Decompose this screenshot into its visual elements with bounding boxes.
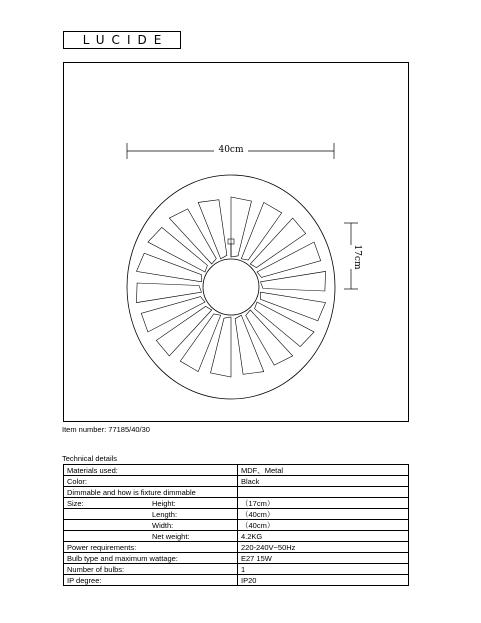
fixture-blade	[141, 297, 205, 332]
spec-label: Color:	[64, 476, 238, 487]
fixture-blade	[198, 200, 227, 259]
spec-value: E27 15W	[238, 553, 409, 564]
spec-sublabel: Length:	[152, 509, 178, 519]
technical-details-title: Technical details	[62, 454, 118, 463]
spec-value: Black	[238, 476, 409, 487]
spec-label: Number of bulbs:	[64, 564, 238, 575]
fixture-blade	[211, 317, 232, 377]
spec-value: 220-240V~50Hz	[238, 542, 409, 553]
brand-logo	[63, 31, 181, 49]
specs-table	[63, 464, 409, 586]
spec-row	[64, 542, 409, 553]
spec-value: （40cm）	[238, 520, 409, 531]
spec-row	[64, 564, 409, 575]
spec-label: IP degree:	[64, 575, 238, 586]
fixture-blade	[137, 283, 202, 303]
fixture-blade	[169, 209, 216, 264]
fixture-blade	[246, 310, 293, 365]
technical-drawing	[63, 62, 409, 422]
spec-row	[64, 520, 409, 531]
width-dimension-label: 40cm	[218, 145, 244, 155]
fixture-blade	[156, 306, 211, 356]
height-dimension-label: 17cm	[352, 244, 362, 270]
spec-sublabel: Net weight:	[152, 531, 190, 541]
spec-row	[64, 465, 409, 476]
spec-row	[64, 487, 409, 498]
spec-value: （40cm）	[238, 509, 409, 520]
spec-value: （17cm）	[238, 498, 409, 509]
spec-label: Dimmable and how is fixture dimmable	[64, 487, 238, 498]
spec-label	[64, 531, 238, 542]
brand-logo-text: LUCIDE	[82, 33, 169, 47]
fixture-blade	[137, 253, 202, 282]
spec-row	[64, 498, 409, 509]
spec-value: 1	[238, 564, 409, 575]
fixture-blade	[257, 242, 321, 277]
spec-value: IP20	[238, 575, 409, 586]
spec-label: Materials used:	[64, 465, 238, 476]
spec-label	[64, 498, 238, 509]
fixture-blade	[180, 314, 220, 372]
spec-value	[238, 487, 409, 498]
fixture-blade	[231, 197, 252, 257]
spec-label	[64, 509, 238, 520]
spec-label: Power requirements:	[64, 542, 238, 553]
fixture-blade	[261, 292, 326, 321]
spec-row	[64, 476, 409, 487]
spec-sublabel: Width:	[152, 520, 174, 530]
spec-label: Bulb type and maximum wattage:	[64, 553, 238, 564]
spec-row	[64, 531, 409, 542]
spec-label-main: Size:	[67, 498, 84, 508]
spec-row	[64, 509, 409, 520]
fixture-blade	[235, 315, 264, 374]
fixture-blade	[250, 218, 305, 268]
fixture-blade	[261, 271, 326, 291]
item-number: Item number: 77185/40/30	[62, 425, 150, 434]
spec-sublabel: Height:	[152, 498, 176, 508]
spec-value: MDF、Metal	[238, 465, 409, 476]
spec-label	[64, 520, 238, 531]
fixture-blade	[241, 202, 281, 260]
drawing-svg	[64, 63, 410, 423]
spec-row	[64, 575, 409, 586]
spec-row	[64, 553, 409, 564]
spec-value: 4.2KG	[238, 531, 409, 542]
fixture-center-disc	[203, 259, 259, 315]
